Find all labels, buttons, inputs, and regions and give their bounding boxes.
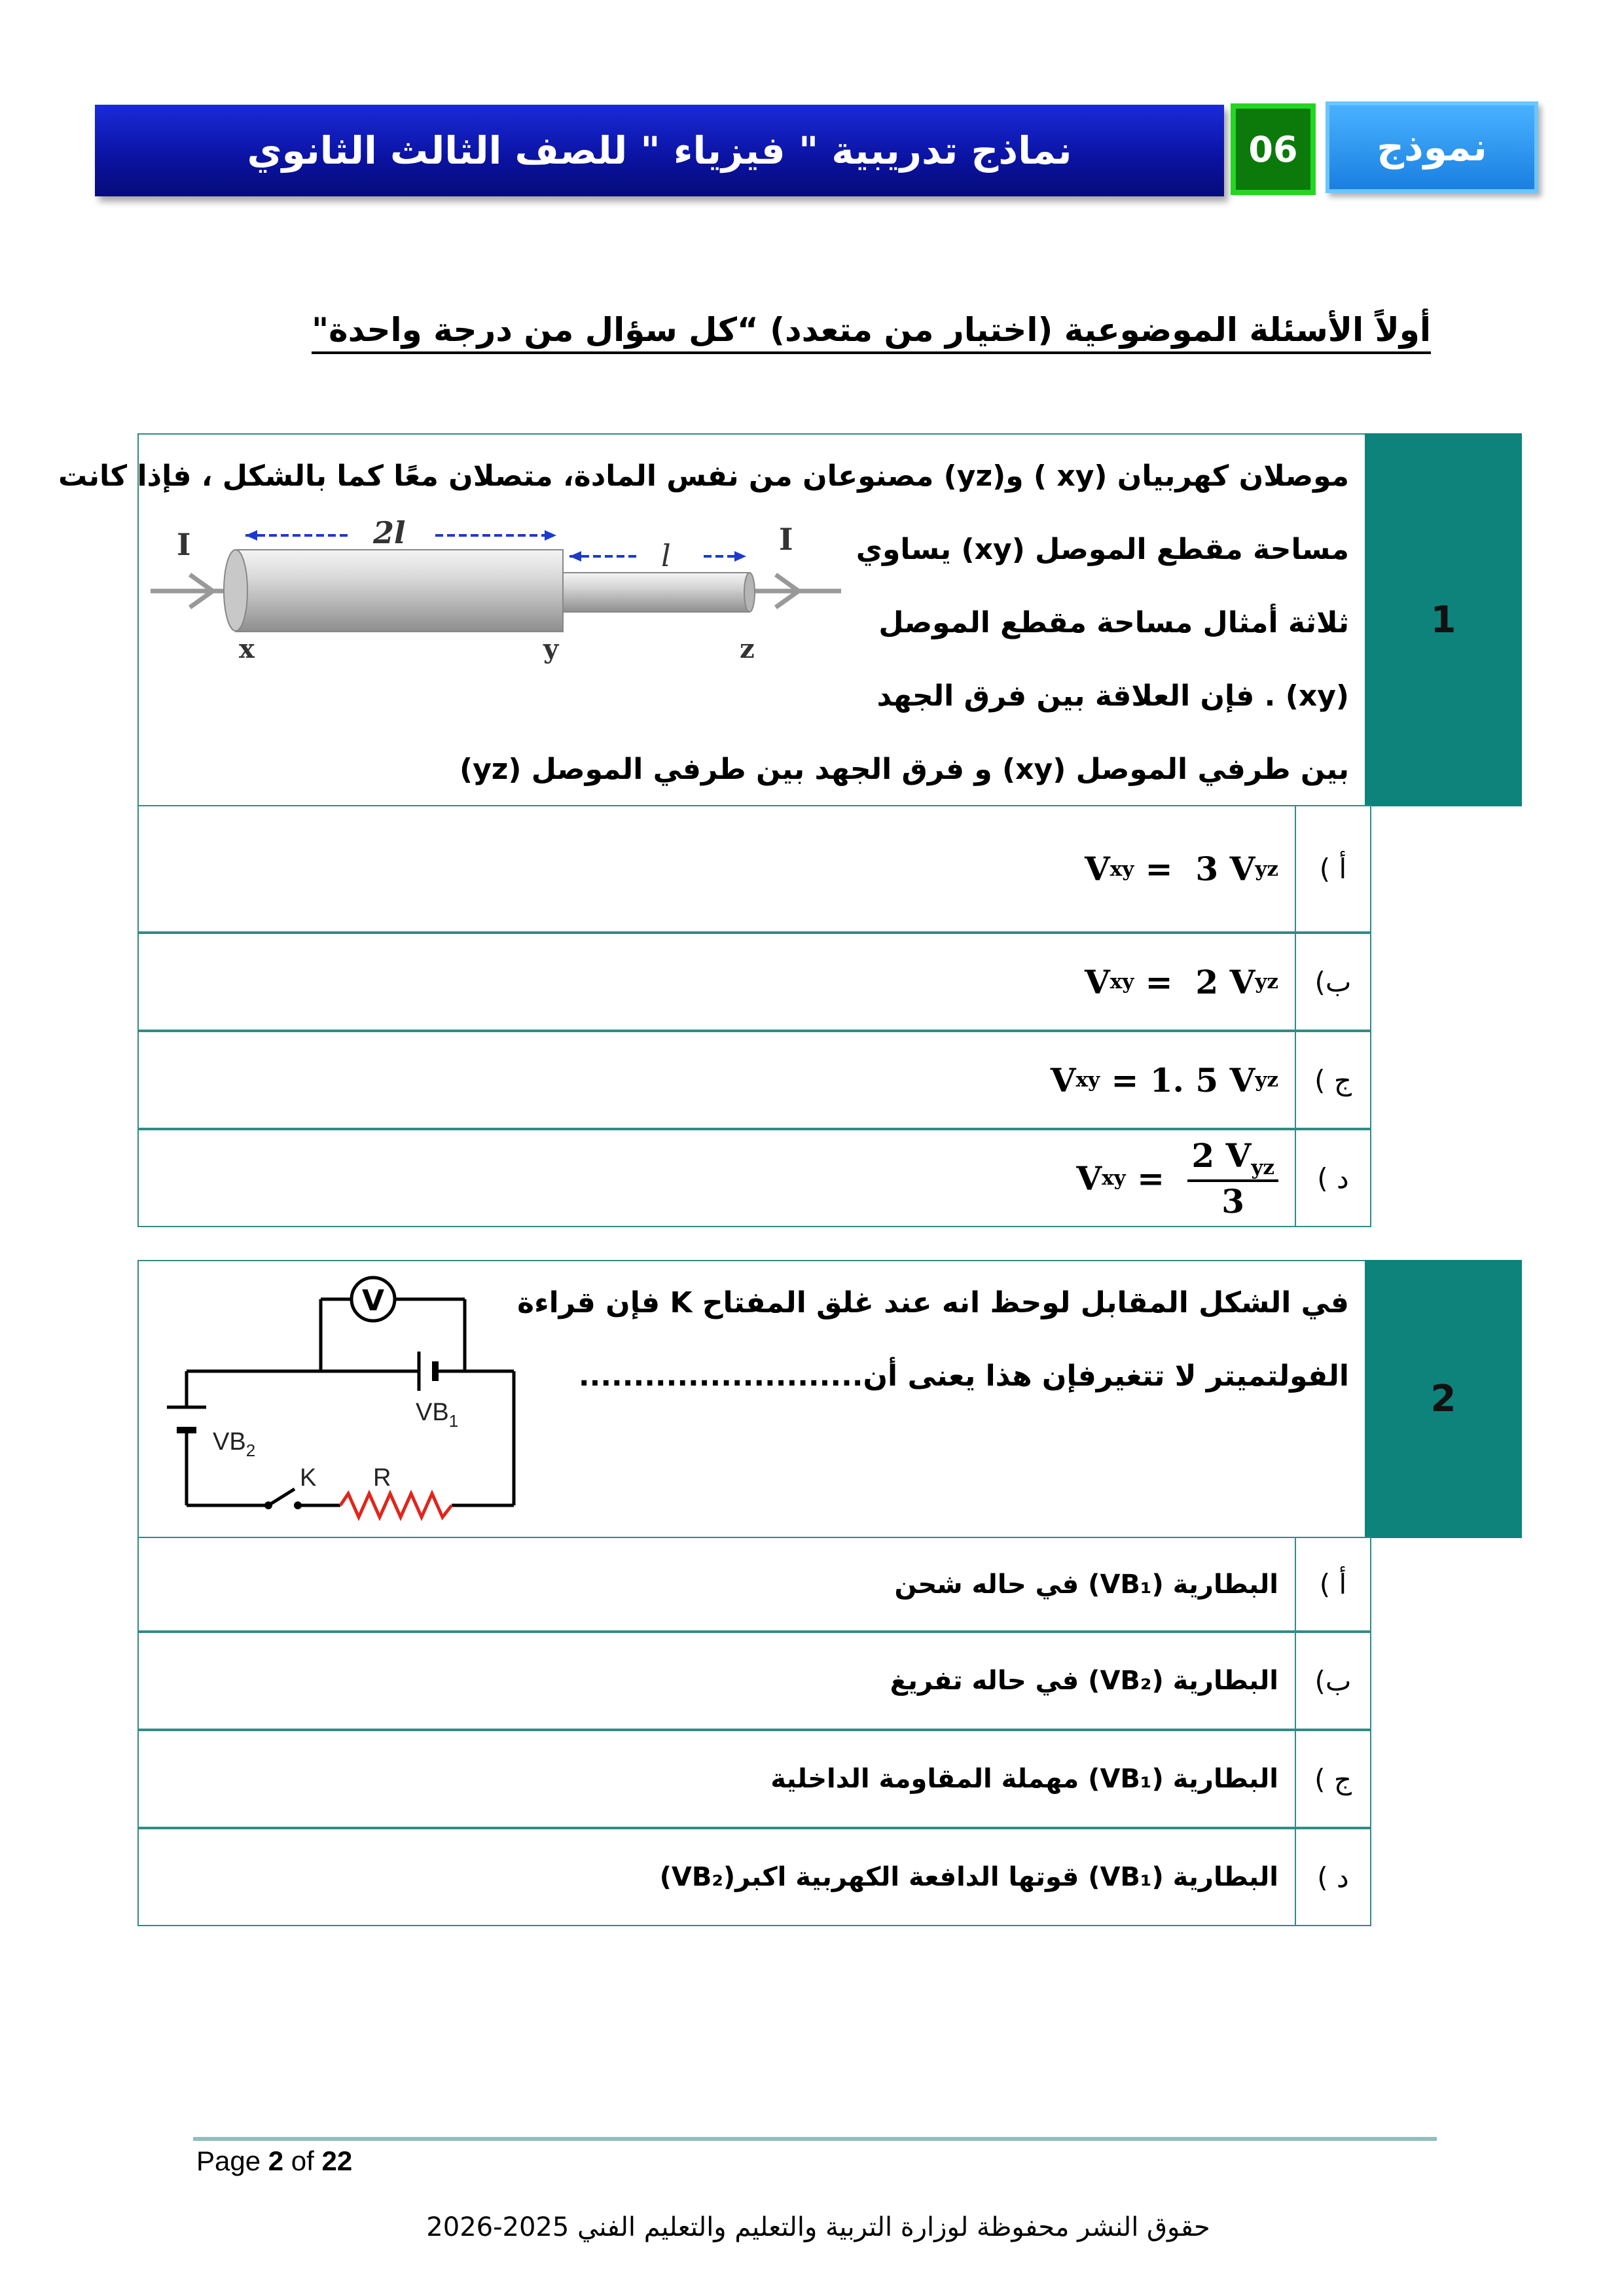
model-number: 06 <box>1248 128 1298 170</box>
voltmeter-label: V <box>361 1284 385 1318</box>
question-2-text <box>498 1266 1349 1413</box>
option-label: أ ) <box>1295 806 1370 931</box>
fraction: $\frac{2 V_{yz}}{3}$ <box>1187 1136 1278 1221</box>
q2-option-b[interactable] <box>137 1632 1371 1730</box>
question-1-line: بين طرفي الموصل (xy) و فرق الجهد بين طرفي الموصل (yz) <box>459 753 1349 786</box>
option-label: ج ) <box>1295 1032 1370 1128</box>
copyright-notice: حقوق النشر محفوظة لوزارة التربية والتعليم والتعليم الفني 2025-2026 <box>426 2212 1210 2242</box>
battery2-label: $VB_2$ <box>213 1428 256 1460</box>
current-label-right: I <box>779 522 793 557</box>
option-formula: V xy = $\frac{2 V_{yz}}{3}$ <box>1076 1130 1278 1226</box>
option-label: ب) <box>1295 1633 1370 1729</box>
header-title-banner <box>95 105 1224 196</box>
header-title: نماذج تدريبية " فيزياء " للصف الثالث الثانوي <box>247 128 1072 173</box>
point-y-label: y <box>543 634 559 664</box>
option-formula: V xy = 3 V yz <box>1084 850 1278 888</box>
q2-option-c[interactable] <box>137 1730 1371 1828</box>
model-tag <box>1326 101 1538 193</box>
question-1-line: (xy) . فإن العلاقة بين فرق الجهد <box>876 679 1349 713</box>
question-2-number-cell <box>1365 1260 1522 1538</box>
option-label: د ) <box>1295 1130 1370 1226</box>
point-z-label: z <box>740 634 755 664</box>
current-label-left: I <box>177 527 191 562</box>
question-2-line: الفولتميتر لا تتغيرفإن هذا يعنى أن.......................... <box>578 1359 1349 1393</box>
resistor-label: R <box>373 1464 391 1492</box>
circuit-figure <box>157 1263 524 1532</box>
option-formula: V xy = 1. 5 V yz <box>1050 1060 1278 1100</box>
q1-option-b[interactable] <box>137 933 1371 1031</box>
question-2-number: 2 <box>1430 1378 1456 1420</box>
conductors-figure <box>147 511 861 674</box>
length-label-long: 2l <box>373 515 406 550</box>
switch-label: K <box>300 1464 317 1492</box>
option-text: البطارية (VB₁) في حاله شحن <box>894 1569 1278 1600</box>
point-x-label: x <box>239 634 255 664</box>
q1-option-d[interactable] <box>137 1129 1371 1227</box>
question-1-number: 1 <box>1430 598 1456 641</box>
question-1-line: ثلاثة أمثال مساحة مقطع الموصل <box>878 606 1349 639</box>
model-tag-label: نموذج <box>1377 125 1487 170</box>
option-text: البطارية (VB₁) مهملة المقاومة الداخلية <box>770 1764 1278 1794</box>
option-label: د ) <box>1295 1829 1370 1925</box>
option-label: ب) <box>1295 934 1370 1030</box>
question-1-line: موصلان كهربيان (xy ) و(yz) مصنوعان من نفس المادة، متصلان معًا كما بالشكل ، فإذا كانت <box>58 459 1349 493</box>
question-2-line: في الشكل المقابل لوحظ انه عند غلق المفتاح K فإن قراءة <box>517 1286 1349 1319</box>
question-1-line: مساحة مقطع الموصل (xy) يساوي <box>856 533 1349 566</box>
option-label: ج ) <box>1295 1731 1370 1827</box>
section-title: أولاً الأسئلة الموضوعية (اختيار من متعدد) “كل سؤال من درجة واحدة" <box>312 311 1431 354</box>
battery1-label: $VB_1$ <box>416 1399 459 1431</box>
question-1-number-cell <box>1365 433 1522 806</box>
footer-divider <box>193 2137 1437 2141</box>
q2-option-d[interactable] <box>137 1828 1371 1926</box>
q1-option-c[interactable] <box>137 1031 1371 1129</box>
option-formula: V xy = 2 V yz <box>1084 962 1278 1001</box>
q2-option-a[interactable] <box>137 1537 1371 1632</box>
model-number-badge <box>1231 103 1316 195</box>
option-text: البطارية (VB₁) قوتها الدافعة الكهربية اكبر(VB₂) <box>659 1862 1278 1892</box>
q1-option-a[interactable] <box>137 805 1371 933</box>
option-text: البطارية (VB₂) في حاله تفريغ <box>890 1666 1278 1696</box>
page-number: Page 2 of 22 <box>196 2145 353 2176</box>
option-label: أ ) <box>1295 1538 1370 1630</box>
length-label-short: l <box>661 538 671 573</box>
